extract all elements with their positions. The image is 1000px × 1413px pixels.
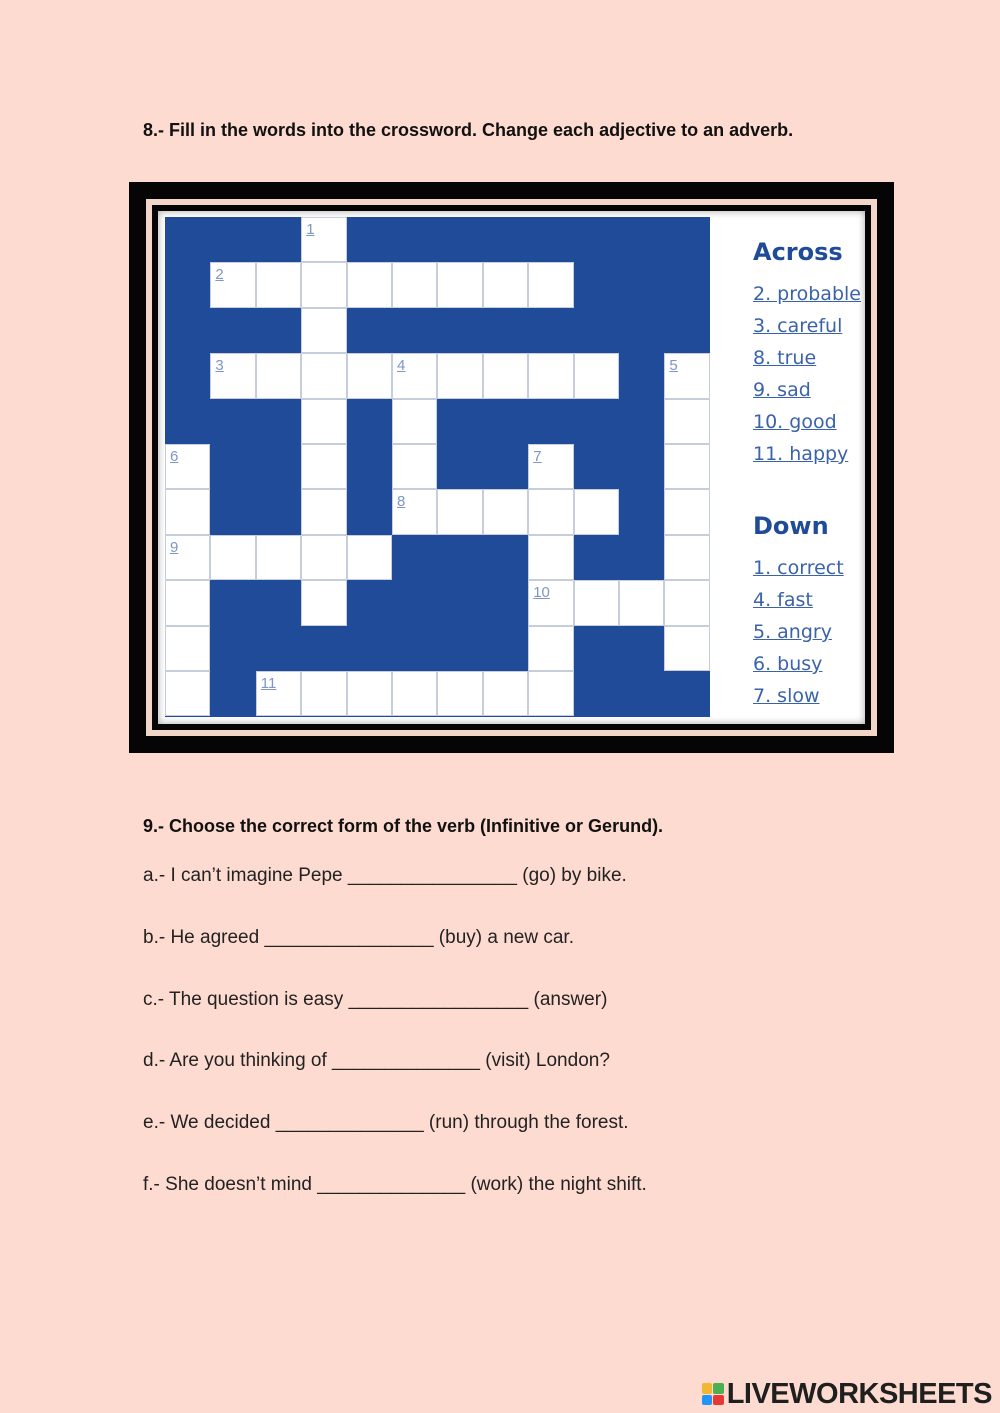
exercise-sentence-d: d.- Are you thinking of ______________ (visit) London? — [143, 1050, 610, 1071]
clue-number: 9 — [170, 538, 179, 556]
crossword-cell[interactable] — [664, 535, 709, 580]
crossword-cell[interactable] — [664, 626, 709, 671]
crossword-cell[interactable] — [528, 626, 573, 671]
crossword-cell[interactable] — [392, 671, 437, 716]
logo-square — [713, 1383, 724, 1394]
crossword-cell[interactable] — [301, 671, 346, 716]
clue-number: 6 — [170, 448, 179, 465]
exercise-sentence-a: a.- I can’t imagine Pepe ________________ (go) by bike. — [143, 865, 627, 886]
logo-text: LIVEWORKSHEETS — [726, 1377, 992, 1410]
across-clue[interactable]: 2. probable — [753, 283, 861, 305]
down-clue[interactable]: 1. correct — [753, 557, 844, 579]
crossword-cell-6[interactable] — [165, 444, 210, 489]
crossword-cell[interactable] — [574, 580, 619, 625]
crossword-cell[interactable] — [165, 626, 210, 671]
crossword-cell[interactable] — [528, 535, 573, 580]
crossword-cell[interactable] — [301, 308, 346, 353]
crossword-cell[interactable] — [664, 444, 709, 489]
crossword-cell-5[interactable] — [664, 353, 709, 398]
crossword-cell[interactable] — [483, 671, 528, 716]
down-clue[interactable]: 5. angry — [753, 621, 832, 643]
crossword-cell[interactable] — [301, 535, 346, 580]
crossword-cell[interactable] — [664, 489, 709, 534]
exercise-sentence-b: b.- He agreed ________________ (buy) a new car. — [143, 927, 574, 948]
across-clue[interactable]: 11. happy — [753, 443, 849, 465]
crossword-cell[interactable] — [301, 489, 346, 534]
section-8-heading: 8.- Fill in the words into the crossword. Change each adjective to an adverb. — [143, 120, 794, 140]
crossword-cell[interactable] — [483, 489, 528, 534]
exercise-sentence-e: e.- We decided ______________ (run) through the forest. — [143, 1112, 629, 1133]
across-clue[interactable]: 10. good — [753, 411, 837, 433]
crossword-cell[interactable] — [528, 353, 573, 398]
exercise-sentence-c: c.- The question is easy _________________ (answer) — [143, 989, 608, 1010]
crossword-grid — [165, 217, 710, 717]
crossword-cell[interactable] — [392, 444, 437, 489]
crossword-cell-3[interactable] — [210, 353, 255, 398]
crossword-cell[interactable] — [437, 353, 482, 398]
crossword-cell[interactable] — [664, 399, 709, 444]
logo-square — [713, 1395, 724, 1406]
down-clue[interactable]: 4. fast — [753, 589, 813, 611]
crossword-cell[interactable] — [347, 262, 392, 307]
section-9-heading: 9.- Choose the correct form of the verb (Infinitive or Gerund). — [143, 816, 664, 836]
crossword-cell[interactable] — [437, 489, 482, 534]
crossword-cell[interactable] — [392, 262, 437, 307]
down-clue[interactable]: 7. slow — [753, 685, 820, 707]
across-clue-list — [753, 278, 861, 470]
crossword-cell-10[interactable] — [528, 580, 573, 625]
crossword-cell[interactable] — [483, 262, 528, 307]
crossword-cell[interactable] — [301, 580, 346, 625]
crossword-cell[interactable] — [664, 580, 709, 625]
crossword-cell[interactable] — [437, 671, 482, 716]
crossword-cell[interactable] — [165, 489, 210, 534]
crossword-cell[interactable] — [256, 262, 301, 307]
crossword-cell[interactable] — [437, 262, 482, 307]
liveworksheets-logo[interactable] — [702, 1378, 992, 1410]
clue-number: 7 — [533, 448, 542, 465]
clue-number: 4 — [397, 357, 406, 375]
crossword-cell[interactable] — [347, 353, 392, 398]
crossword-cell-9[interactable] — [165, 535, 210, 580]
crossword-cell[interactable] — [210, 535, 255, 580]
crossword-cell[interactable] — [392, 399, 437, 444]
exercise-sentence-f: f.- She doesn’t mind ______________ (work) the night shift. — [143, 1174, 647, 1195]
crossword-cell[interactable] — [301, 262, 346, 307]
crossword-cell[interactable] — [301, 444, 346, 489]
crossword-cell[interactable] — [574, 353, 619, 398]
across-clue[interactable]: 9. sad — [753, 379, 811, 401]
crossword-cell[interactable] — [528, 671, 573, 716]
crossword-cell[interactable] — [165, 671, 210, 716]
down-title: Down — [753, 512, 829, 540]
crossword-cell-7[interactable] — [528, 444, 573, 489]
logo-square — [702, 1383, 713, 1394]
clue-number: 1 — [306, 221, 315, 238]
across-title: Across — [753, 238, 843, 266]
crossword-cell[interactable] — [574, 489, 619, 534]
crossword-cell[interactable] — [483, 353, 528, 398]
clue-number: 3 — [215, 357, 224, 375]
crossword-cell[interactable] — [165, 580, 210, 625]
crossword-cell[interactable] — [301, 353, 346, 398]
crossword-cell[interactable] — [528, 262, 573, 307]
clue-number: 8 — [397, 493, 406, 511]
down-clue[interactable]: 6. busy — [753, 653, 823, 675]
crossword-cell[interactable] — [347, 535, 392, 580]
crossword-cell[interactable] — [256, 535, 301, 580]
clue-number: 10 — [533, 584, 550, 602]
crossword-cell-2[interactable] — [210, 262, 255, 307]
clue-number: 11 — [260, 675, 277, 692]
crossword-cell[interactable] — [528, 489, 573, 534]
logo-icon — [702, 1383, 724, 1405]
crossword-cell[interactable] — [347, 671, 392, 716]
logo-square — [702, 1395, 713, 1406]
crossword-cell[interactable] — [301, 399, 346, 444]
clue-number: 2 — [215, 266, 224, 284]
crossword-cell-8[interactable] — [392, 489, 437, 534]
down-clue-list — [753, 552, 844, 712]
crossword-cell-1[interactable] — [301, 217, 346, 262]
crossword-cell[interactable] — [619, 580, 664, 625]
clue-number: 5 — [669, 357, 678, 375]
across-clue[interactable]: 3. careful — [753, 315, 843, 337]
across-clue[interactable]: 8. true — [753, 347, 817, 369]
crossword-cell-4[interactable] — [392, 353, 437, 398]
crossword-cell-11[interactable] — [256, 671, 301, 716]
crossword-cell[interactable] — [256, 353, 301, 398]
